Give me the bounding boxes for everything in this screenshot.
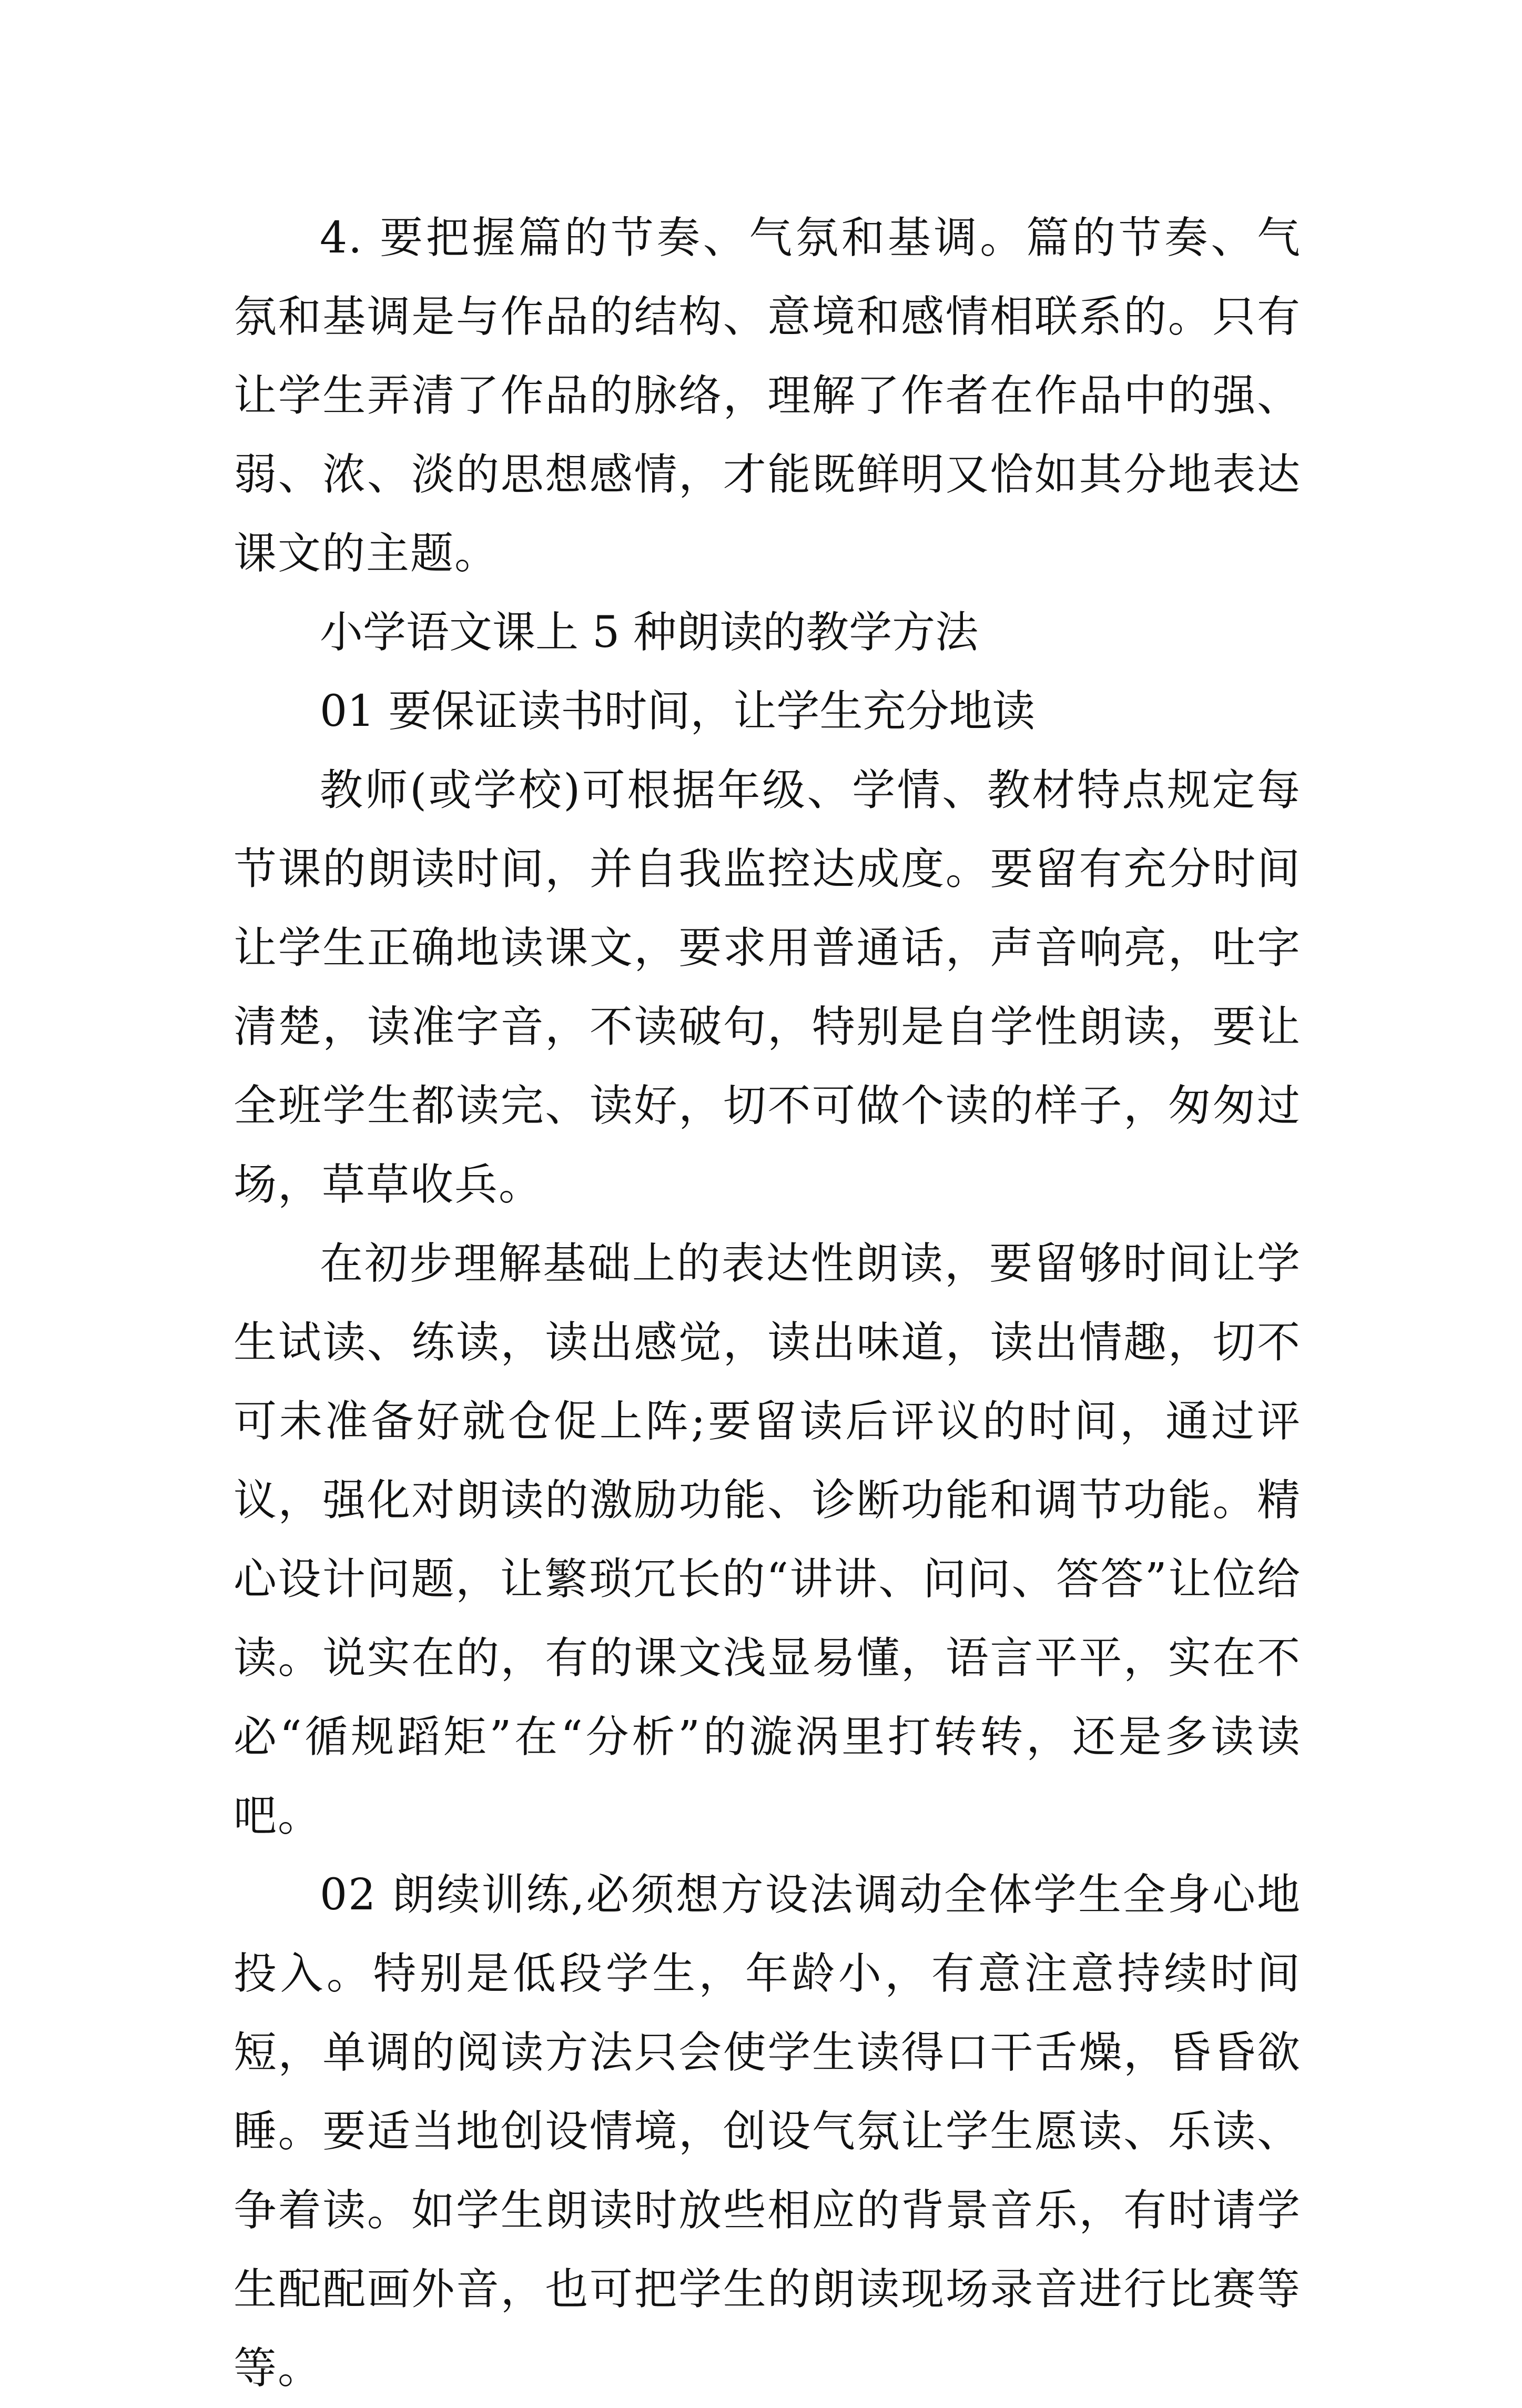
paragraph-reading-time: 教师(或学校)可根据年级、学情、教材特点规定每节课的朗读时间，并自我监控达成度。要留有充分时间让学生正确地读课文，要求用普通话，声音响亮，吐字清楚，读准字音，不读破句，特别是自学性朗读，要让全班学生都读完、读好，切不可做个读的样子，匆匆过场，草草收兵。 bbox=[234, 765, 1301, 1210]
paragraph-02-training: 02 朗续训练,必须想方设法调动全体学生全身心地投入。特别是低段学生，年龄小，有意注意持续时间短，单调的阅读方法只会使学生读得口干舌燥，昏昏欲睡。要适当地创设情境，创设气氛让学生愿读、乐读、争着读。如学生朗读时放些相应的背景音乐，有时请学生配配画外音，也可把学生的朗读现场录音进行比赛等等。 bbox=[234, 1870, 1301, 2393]
subheading-01: 01 要保证读书时间，让学生充分地读 bbox=[320, 686, 1036, 736]
section-heading: 小学语文课上 5 种朗读的教学方法 bbox=[320, 608, 979, 657]
document-body bbox=[234, 199, 1301, 2408]
paragraph-rhythm-tone: 4. 要把握篇的节奏、气氛和基调。篇的节奏、气氛和基调是与作品的结构、意境和感情相联系的。只有让学生弄清了作品的脉络，理解了作者在作品中的强、弱、浓、淡的思想感情，才能既鲜明又恰如其分地表达课文的主题。 bbox=[234, 213, 1301, 579]
paragraph-expressive-reading: 在初步理解基础上的表达性朗读，要留够时间让学生试读、练读，读出感觉，读出味道，读出情趣，切不可未准备好就仓促上阵;要留读后评议的时间，通过评议，强化对朗读的激励功能、诊断功能和调节功能。精心设计问题，让繁琐冗长的“讲讲、问问、答答”让位给读。说实在的，有的课文浅显易懂，语言平平，实在不必“循规蹈矩”在“分析”的漩涡里打转转，还是多读读吧。 bbox=[234, 1239, 1301, 1841]
